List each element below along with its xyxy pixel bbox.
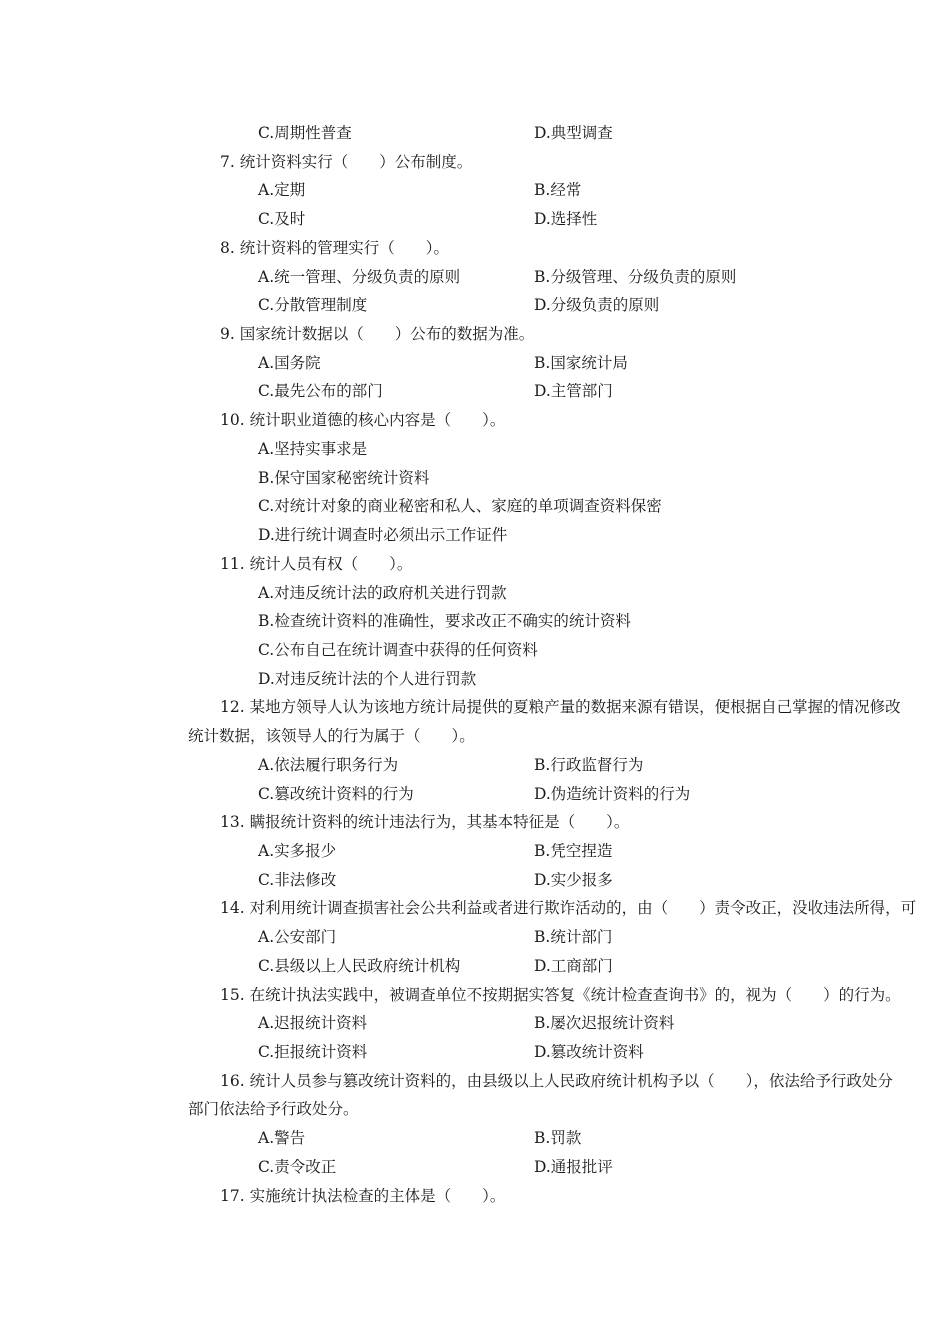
question-line: 7. 统计资料实行（ ）公布制度。 bbox=[220, 153, 473, 171]
option-left: A.迟报统计资料 bbox=[258, 1014, 368, 1032]
option-right: B.经常 bbox=[534, 181, 582, 199]
question-line: 14. 对利用统计调查损害社会公共利益或者进行欺诈活动的，由（ ）责令改正，没收违法所得，可 bbox=[220, 899, 917, 917]
option-right: D.通报批评 bbox=[534, 1158, 613, 1176]
option-left: D.进行统计调查时必须出示工作证件 bbox=[258, 526, 508, 544]
option-left: C.非法修改 bbox=[258, 871, 337, 889]
option-left: A.统一管理、分级负责的原则 bbox=[258, 268, 461, 286]
option-left: C.责令改正 bbox=[258, 1158, 337, 1176]
option-right: B.凭空捏造 bbox=[534, 842, 613, 860]
option-right: D.分级负责的原则 bbox=[534, 296, 660, 314]
option-left: C.公布自己在统计调查中获得的任何资料 bbox=[258, 641, 538, 659]
option-left: A.定期 bbox=[258, 181, 306, 199]
option-left: A.国务院 bbox=[258, 354, 321, 372]
question-line: 17. 实施统计执法检查的主体是（ ）。 bbox=[220, 1187, 506, 1205]
option-right: D.伪造统计资料的行为 bbox=[534, 785, 691, 803]
option-right: D.选择性 bbox=[534, 210, 598, 228]
question-line: 15. 在统计执法实践中，被调查单位不按期据实答复《统计检查查询书》的，视为（ ）的行为。 bbox=[220, 986, 901, 1004]
question-line: 10. 统计职业道德的核心内容是（ ）。 bbox=[220, 411, 506, 429]
question-line: 9. 国家统计数据以（ ）公布的数据为准。 bbox=[220, 325, 535, 343]
option-left: A.坚持实事求是 bbox=[258, 440, 368, 458]
option-right: B.行政监督行为 bbox=[534, 756, 644, 774]
option-left: A.警告 bbox=[258, 1129, 306, 1147]
question-line: 12. 某地方领导人认为该地方统计局提供的夏粮产量的数据来源有错误，便根据自己掌握的情况修改 bbox=[220, 698, 901, 716]
question-line: 13. 瞒报统计资料的统计违法行为，其基本特征是（ ）。 bbox=[220, 813, 630, 831]
option-left: A.实多报少 bbox=[258, 842, 337, 860]
option-right: D.主管部门 bbox=[534, 382, 613, 400]
option-right: D.实少报多 bbox=[534, 871, 613, 889]
option-left: C.拒报统计资料 bbox=[258, 1043, 368, 1061]
option-right: D.篡改统计资料 bbox=[534, 1043, 644, 1061]
option-right: B.统计部门 bbox=[534, 928, 613, 946]
option-right: B.罚款 bbox=[534, 1129, 582, 1147]
option-left: C.分散管理制度 bbox=[258, 296, 368, 314]
option-left: C.及时 bbox=[258, 210, 306, 228]
question-continuation: 统计数据，该领导人的行为属于（ ）。 bbox=[188, 727, 475, 745]
option-left: C.最先公布的部门 bbox=[258, 382, 383, 400]
question-continuation: 部门依法给予行政处分。 bbox=[188, 1100, 359, 1118]
option-left: B.检查统计资料的准确性，要求改正不确实的统计资料 bbox=[258, 612, 631, 630]
option-left: B.保守国家秘密统计资料 bbox=[258, 469, 430, 487]
option-right: B.国家统计局 bbox=[534, 354, 628, 372]
question-line: 16. 统计人员参与篡改统计资料的，由县级以上人民政府统计机构予以（ ），依法给予行政处分 bbox=[220, 1072, 893, 1090]
option-left: C.周期性普查 bbox=[258, 124, 352, 142]
option-right: B.屡次迟报统计资料 bbox=[534, 1014, 675, 1032]
option-right: D.工商部门 bbox=[534, 957, 613, 975]
option-left: A.公安部门 bbox=[258, 928, 337, 946]
option-left: C.篡改统计资料的行为 bbox=[258, 785, 414, 803]
option-left: C.县级以上人民政府统计机构 bbox=[258, 957, 461, 975]
option-right: B.分级管理、分级负责的原则 bbox=[534, 268, 737, 286]
question-line: 8. 统计资料的管理实行（ ）。 bbox=[220, 239, 449, 257]
question-line: 11. 统计人员有权（ ）。 bbox=[220, 555, 413, 573]
option-left: C.对统计对象的商业秘密和私人、家庭的单项调查资料保密 bbox=[258, 497, 662, 515]
option-left: A.对违反统计法的政府机关进行罚款 bbox=[258, 584, 507, 602]
option-left: D.对违反统计法的个人进行罚款 bbox=[258, 670, 477, 688]
option-left: A.依法履行职务行为 bbox=[258, 756, 399, 774]
option-right: D.典型调查 bbox=[534, 124, 613, 142]
